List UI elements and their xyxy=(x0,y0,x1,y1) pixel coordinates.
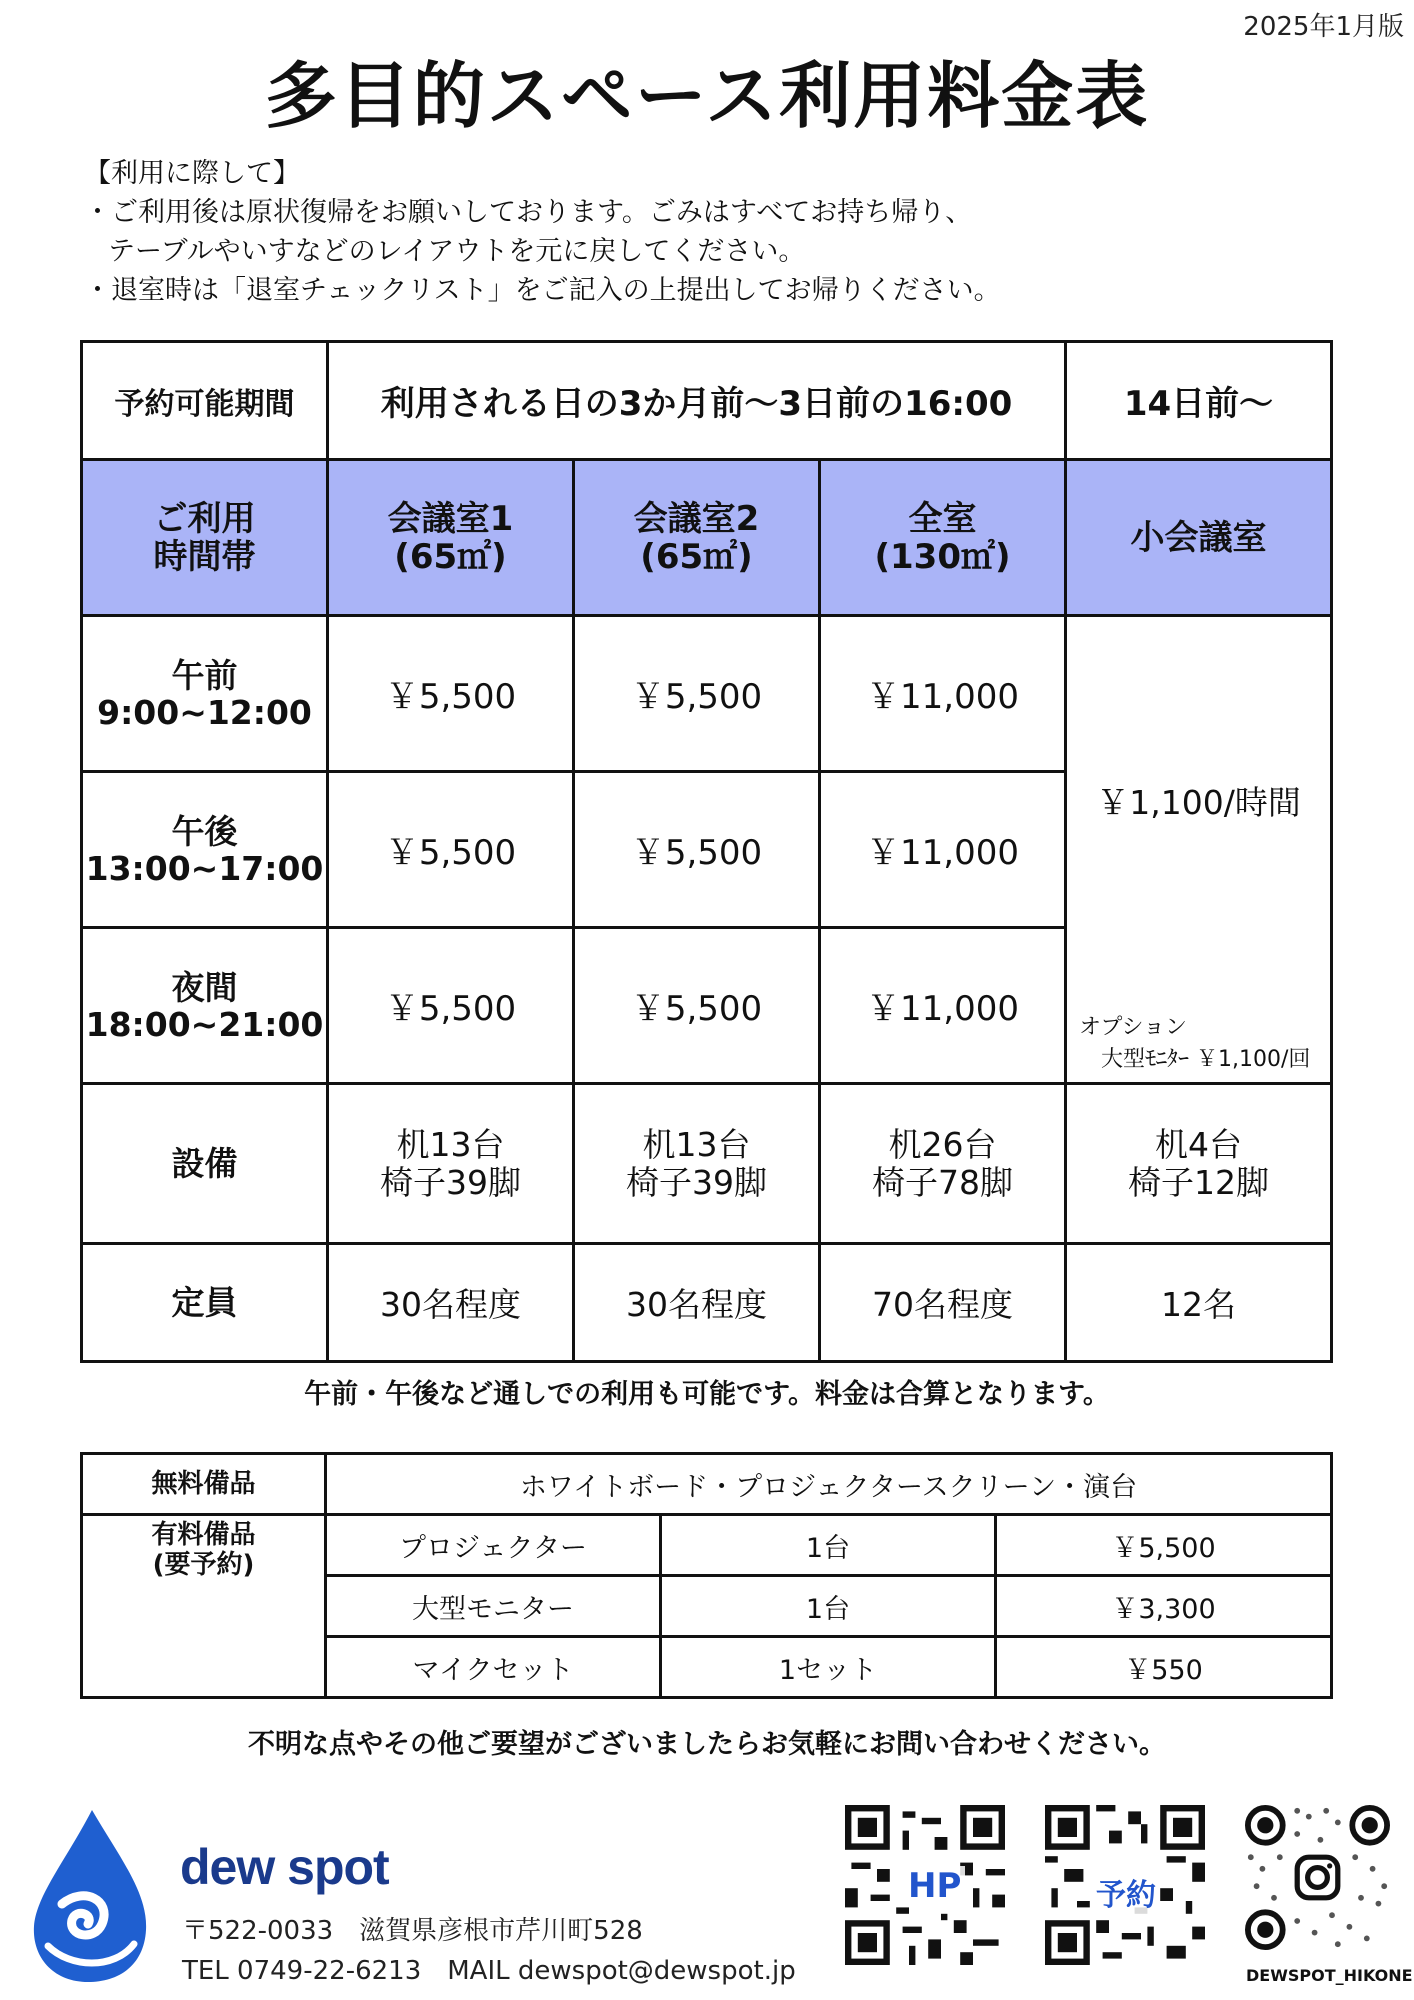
small-room-option xyxy=(1079,1012,1310,1076)
small-room-price-cell xyxy=(1066,616,1332,1084)
header-text: 会議室2 xyxy=(633,498,760,539)
paid-label-text: (要予約) xyxy=(152,1550,255,1580)
equipment-text: 机13台 xyxy=(642,1124,751,1164)
instagram-qr-code-icon[interactable] xyxy=(1245,1805,1390,1950)
free-equipment-row xyxy=(82,1454,1332,1515)
slot-time: 9:00~12:00 xyxy=(97,692,312,732)
booking-period-rooms: 利用される日の3か月前〜3日前の16:00 xyxy=(328,342,1066,460)
contact-info: TEL 0749-22-6213 MAIL dewspot@dewspot.jp xyxy=(182,1956,796,1986)
equipment-text: 椅子78脚 xyxy=(872,1162,1014,1202)
notes-heading: 【利用に際して】 xyxy=(84,158,300,189)
header-text: 時間帯 xyxy=(153,536,256,577)
booking-row xyxy=(82,342,1332,460)
price-cell: ￥5,500 xyxy=(574,616,820,772)
slot-name: 夜間 xyxy=(171,967,238,1007)
header-text: (65㎡) xyxy=(640,536,753,577)
price-cell: ￥5,500 xyxy=(328,928,574,1084)
notes-line: テーブルやいすなどのレイアウトを元に戻してください。 xyxy=(108,236,806,267)
slot-name: 午後 xyxy=(171,811,238,851)
contact-note: 不明な点やその他ご要望がございましたらお気軽にお問い合わせください。 xyxy=(248,1729,1166,1760)
paid-item-name: マイクセット xyxy=(326,1637,661,1698)
capacity-cell: 30名程度 xyxy=(328,1244,574,1362)
slot-time: 18:00~21:00 xyxy=(85,1004,324,1044)
equipment-table xyxy=(80,1452,1333,1699)
hp-qr-label: HP xyxy=(904,1866,965,1906)
equipment-text: 椅子39脚 xyxy=(380,1162,521,1202)
equipment-cell xyxy=(1066,1084,1332,1244)
droplet-logo-icon xyxy=(30,1808,150,1983)
equipment-label: 設備 xyxy=(82,1084,328,1244)
equipment-cell xyxy=(820,1084,1066,1244)
header-small: 小会議室 xyxy=(1066,460,1332,616)
slot-name: 午前 xyxy=(171,655,238,695)
free-equipment-label: 無料備品 xyxy=(82,1454,326,1515)
price-cell: ￥11,000 xyxy=(820,928,1066,1084)
header-row xyxy=(82,460,1332,616)
slot-time: 13:00~17:00 xyxy=(85,848,324,888)
header-room1 xyxy=(328,460,574,616)
slot-row-morning xyxy=(82,616,1332,772)
slot-label xyxy=(82,772,328,928)
equipment-text: 椅子12脚 xyxy=(1128,1162,1270,1202)
paid-item-name: 大型モニター xyxy=(326,1576,661,1637)
header-text: (130㎡) xyxy=(874,536,1011,577)
paid-item-qty: 1台 xyxy=(661,1515,996,1576)
capacity-cell: 70名程度 xyxy=(820,1244,1066,1362)
notes-line: ・ご利用後は原状復帰をお願いしております。ごみはすべてお持ち帰り、 xyxy=(84,197,973,228)
header-text: 全室 xyxy=(908,498,977,539)
usage-notes xyxy=(84,154,1001,310)
slot-label xyxy=(82,928,328,1084)
paid-item-price: ￥3,300 xyxy=(996,1576,1332,1637)
header-time xyxy=(82,460,328,616)
pricing-table xyxy=(80,340,1333,1363)
equipment-cell xyxy=(574,1084,820,1244)
paid-equipment-row xyxy=(82,1515,1332,1576)
paid-label-text: 有料備品 xyxy=(151,1520,256,1550)
booking-period-small: 14日前〜 xyxy=(1066,342,1332,460)
small-room-price: ￥1,100/時間 xyxy=(1096,783,1301,822)
capacity-label: 定員 xyxy=(82,1244,328,1362)
paid-item-price: ￥5,500 xyxy=(996,1515,1332,1576)
paid-item-name: プロジェクター xyxy=(326,1515,661,1576)
header-text: 会議室1 xyxy=(387,498,514,539)
price-cell: ￥11,000 xyxy=(820,772,1066,928)
combined-use-note: 午前・午後など通しでの利用も可能です。料金は合算となります。 xyxy=(304,1379,1110,1410)
price-cell: ￥11,000 xyxy=(820,616,1066,772)
equipment-cell xyxy=(328,1084,574,1244)
equipment-row xyxy=(82,1084,1332,1244)
paid-item-qty: 1セット xyxy=(661,1637,996,1698)
notes-line: ・退室時は「退室チェックリスト」をご記入の上提出してお帰りください。 xyxy=(84,275,1001,306)
reservation-qr-label: 予約 xyxy=(1092,1870,1160,1914)
capacity-cell: 30名程度 xyxy=(574,1244,820,1362)
header-text: ご利用 xyxy=(153,498,256,539)
capacity-row xyxy=(82,1244,1332,1362)
free-equipment-items: ホワイトボード・プロジェクタースクリーン・演台 xyxy=(326,1454,1332,1515)
edition-label: 2025年1月版 xyxy=(1243,12,1404,42)
equipment-text: 机26台 xyxy=(888,1124,997,1164)
price-cell: ￥5,500 xyxy=(328,772,574,928)
equipment-text: 机4台 xyxy=(1155,1124,1243,1164)
option-item: 大型ﾓﾆﾀｰ ￥1,100/回 xyxy=(1101,1047,1311,1072)
capacity-cell: 12名 xyxy=(1066,1244,1332,1362)
page-title: 多目的スペース利用料金表 xyxy=(264,54,1150,138)
equipment-text: 机13台 xyxy=(396,1124,505,1164)
option-label: オプション xyxy=(1079,1015,1188,1040)
price-cell: ￥5,500 xyxy=(574,928,820,1084)
paid-item-price: ￥550 xyxy=(996,1637,1332,1698)
header-all xyxy=(820,460,1066,616)
address: 〒522-0033 滋賀県彦根市芹川町528 xyxy=(182,1916,643,1946)
paid-item-qty: 1台 xyxy=(661,1576,996,1637)
instagram-handle: DEWSPOT_HIKONE xyxy=(1246,1966,1413,1985)
paid-equipment-label xyxy=(82,1515,326,1698)
header-room2 xyxy=(574,460,820,616)
price-cell: ￥5,500 xyxy=(574,772,820,928)
slot-label xyxy=(82,616,328,772)
price-cell: ￥5,500 xyxy=(328,616,574,772)
equipment-text: 椅子39脚 xyxy=(626,1162,767,1202)
brand-name: dew spot xyxy=(180,1839,389,1895)
booking-label: 予約可能期間 xyxy=(82,342,328,460)
header-text: (65㎡) xyxy=(394,536,507,577)
